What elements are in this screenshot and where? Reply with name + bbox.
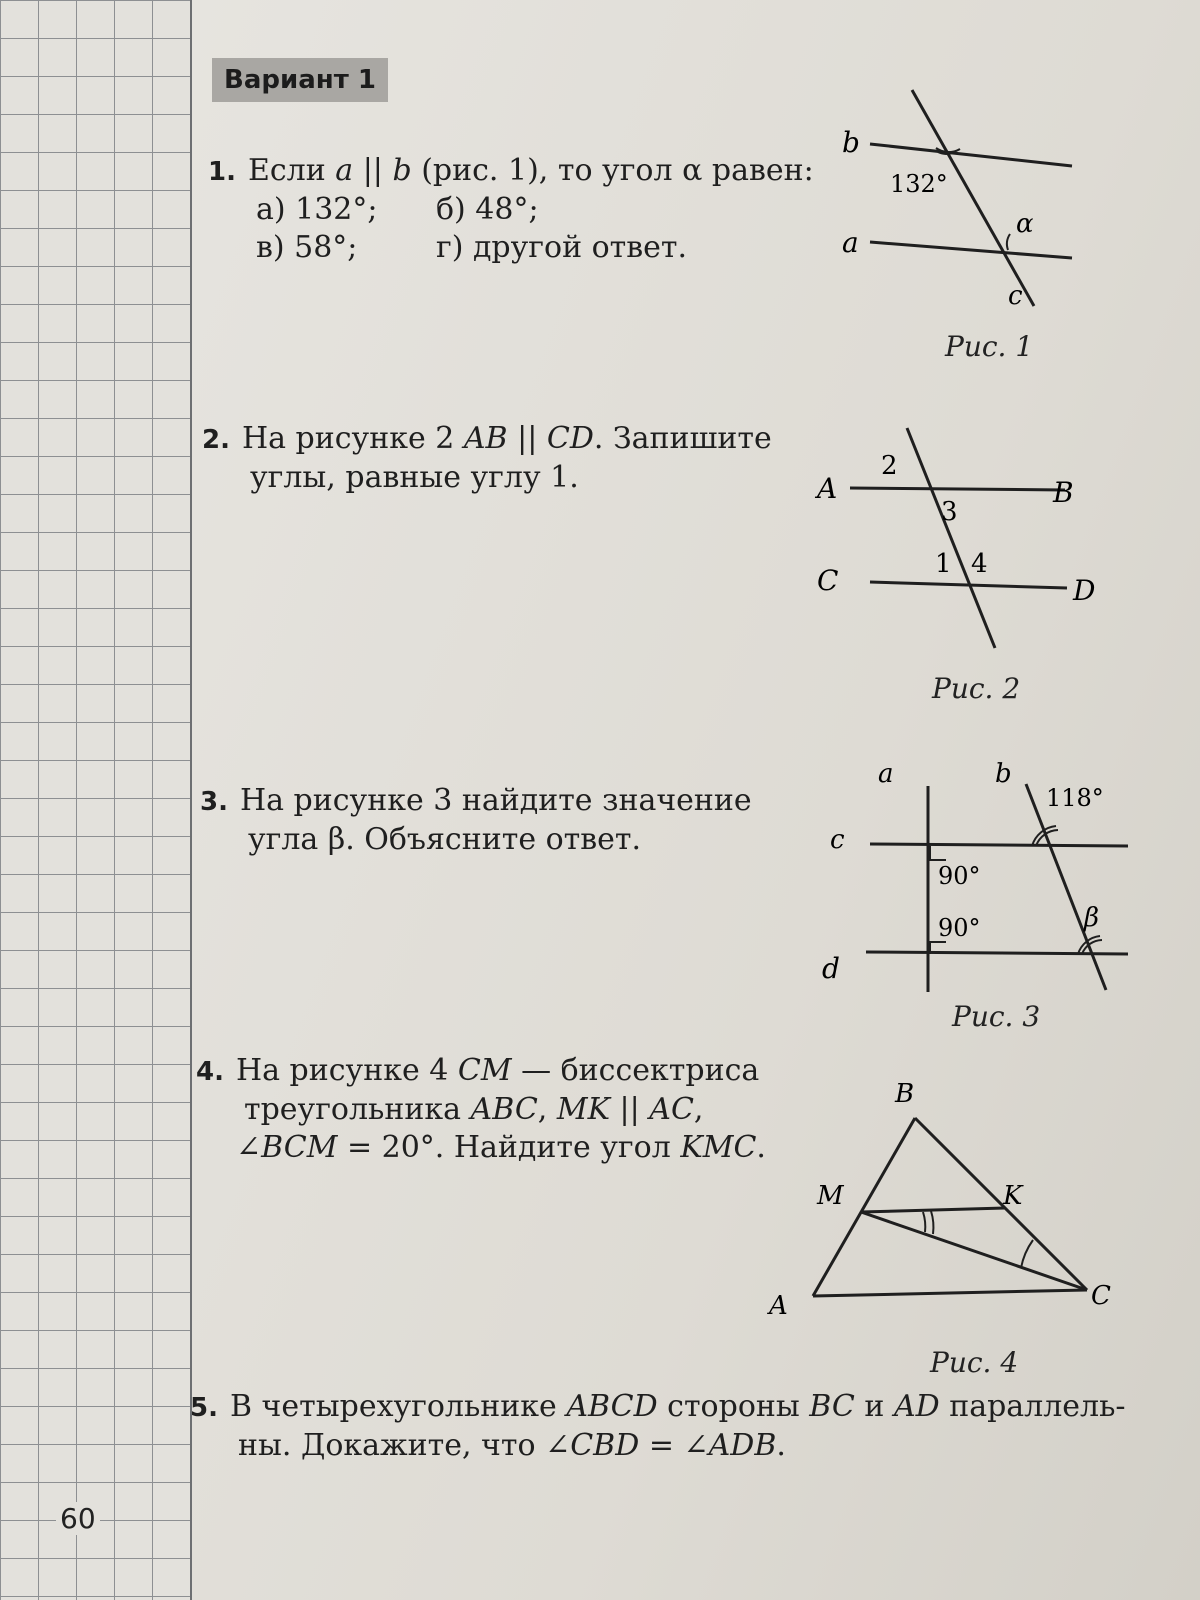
- label-c: c: [830, 825, 845, 855]
- label-d: d: [822, 952, 840, 985]
- caption-2: Рис. 2: [932, 672, 1021, 705]
- option-b: б) 48°;: [436, 192, 539, 227]
- variant-heading: Вариант 1: [212, 58, 388, 102]
- task-number: 3.: [200, 787, 228, 817]
- label-118: 118°: [1046, 784, 1104, 812]
- task-number: 5.: [190, 1393, 218, 1423]
- label-beta: β: [1084, 903, 1100, 933]
- task-3: 3. На рисунке 3 найдите значение угла β. Объясните ответ.: [200, 783, 752, 857]
- label-c: c: [1008, 281, 1023, 311]
- label-B: B: [1053, 476, 1074, 509]
- task-number: 1.: [208, 157, 236, 187]
- label-M: M: [817, 1181, 844, 1211]
- caption-3: Рис. 3: [952, 1000, 1041, 1033]
- option-a: а) 132°;: [256, 192, 378, 227]
- figure-3: [822, 759, 1140, 1014]
- label-A: A: [817, 472, 838, 505]
- label-b: b: [842, 126, 860, 159]
- label-a: a: [878, 759, 894, 789]
- label-132: 132°: [890, 170, 948, 198]
- label-alpha: α: [1016, 209, 1034, 239]
- figure-4: [769, 1072, 1125, 1326]
- task-4: 4. На рисунке 4 CM — биссектриса треугольника ABC, MK || AC, ∠BCM = 20°. Найдите угол KMC.: [196, 1053, 766, 1165]
- label-C: C: [817, 564, 839, 597]
- label-C: C: [1091, 1281, 1111, 1311]
- label-1: 1: [935, 549, 952, 579]
- task-number: 2.: [202, 425, 230, 455]
- figure-1: [830, 80, 1090, 334]
- label-K: K: [1003, 1181, 1023, 1211]
- task-1: 1. Если a || b (рис. 1), то угол α равен: а) 132°; б) 48°; в) 58°; г) другой ответ.: [208, 153, 814, 265]
- label-A: A: [769, 1291, 788, 1321]
- label-b: b: [995, 759, 1012, 789]
- label-B: B: [895, 1079, 915, 1109]
- label-4: 4: [971, 549, 988, 579]
- grid-margin: [0, 0, 190, 1600]
- label-3: 3: [941, 497, 958, 527]
- label-90-top: 90°: [938, 862, 981, 890]
- caption-4: Рис. 4: [930, 1346, 1019, 1379]
- label-D: D: [1073, 574, 1096, 607]
- label-2: 2: [881, 451, 898, 481]
- option-c: в) 58°;: [256, 230, 358, 265]
- task-number: 4.: [196, 1057, 224, 1087]
- caption-1: Рис. 1: [945, 330, 1034, 363]
- label-90-bottom: 90°: [938, 914, 981, 942]
- page-number: 60: [56, 1502, 100, 1535]
- figure-2: [815, 420, 1105, 664]
- option-d: г) другой ответ.: [436, 230, 688, 265]
- task-2: 2. На рисунке 2 AB || CD. Запишите углы, равные углу 1.: [202, 421, 772, 495]
- task-5: 5. В четырехугольнике ABCD стороны BC и AD параллель- ны. Докажите, что ∠CBD = ∠ADB.: [190, 1389, 1126, 1463]
- label-a: a: [842, 226, 859, 259]
